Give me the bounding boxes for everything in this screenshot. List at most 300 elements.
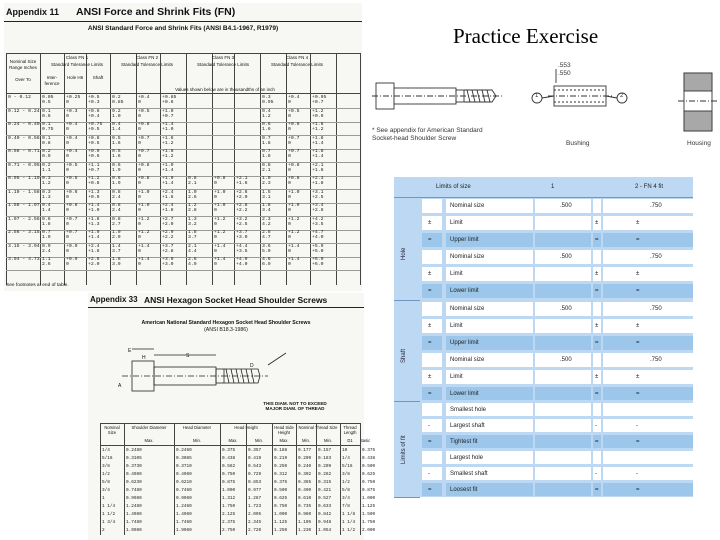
fn-table-cell: +0.7 0 <box>66 216 78 227</box>
fn-table-cell: +1.4 0 <box>214 243 226 254</box>
worksheet-cell <box>422 451 442 464</box>
answer-cell[interactable] <box>603 419 693 432</box>
appendix-11-subtitle: ANSI Standard Force and Shrink Fits (ANSI B4.1-1967, R1979) <box>87 25 279 32</box>
fn-table-cell: 0.6 1.9 <box>112 162 121 173</box>
a33-table-cell: 1 1/2 <box>102 512 116 517</box>
a33-table-cell: 3/4 <box>342 496 350 501</box>
a33-table-cell: 0.357 <box>248 448 262 453</box>
a33-table-cell: 0.419 <box>248 456 262 461</box>
worksheet-row <box>394 301 693 317</box>
fn-table-cell: +1.4 0 <box>138 257 150 267</box>
a33-table-cell: 1.125 <box>274 520 288 525</box>
a33-table-cell: 2.125 <box>222 512 236 517</box>
a33-table-cell: 2.000 <box>362 528 376 533</box>
a33-grid-vline <box>100 423 101 535</box>
fn-table-cell: +2.4 +1.8 <box>162 203 174 213</box>
fn-table-cell: 1.5 3.1 <box>262 189 271 200</box>
fn-table-cell: +0.5 0 <box>66 162 78 173</box>
thread-diameter-note: THIS DIAM. NOT TO EXCEED MAJOR DIAM. OF THREAD <box>263 401 327 411</box>
worksheet-cell <box>422 250 442 264</box>
fn-table-cell: +3.9 +3.0 <box>162 257 174 267</box>
answer-cell[interactable] <box>603 302 693 316</box>
answer-cell[interactable] <box>535 233 591 247</box>
worksheet-cell <box>593 451 601 464</box>
worksheet-cell <box>422 467 442 480</box>
worksheet-row <box>394 352 693 368</box>
fn-table-cell: 1.58 - 1.97 <box>8 203 40 208</box>
a33-table-cell: 1/4 <box>342 456 350 461</box>
worksheet-row <box>394 335 693 351</box>
callout-1: 1 <box>535 93 539 99</box>
std-tolerance-header: Standard Tolerance Limits <box>51 62 103 67</box>
a33-grid-vline <box>272 423 273 535</box>
a33-table-cell: 0.375 <box>222 448 236 453</box>
fn-table-cell: 0.40 - 0.56 <box>8 135 40 141</box>
fn-table-cell: +0.85 +0.6 <box>162 95 177 105</box>
a33-table-cell: 0.365 <box>298 480 312 485</box>
fn-table-cell: +1.6 +1.2 <box>162 149 174 159</box>
fn-table-cell: +1.0 0 <box>214 189 226 200</box>
a33-table-cell: 1 3/4 <box>102 520 116 525</box>
a33-grid-line <box>100 445 360 446</box>
a33-table-cell: 1.000 <box>274 512 288 517</box>
fn-table-cell: +0.95 +0.7 <box>312 95 327 105</box>
a33-table-cell: 1.125 <box>362 504 376 509</box>
answer-cell[interactable] <box>603 370 693 384</box>
fn-table-cell: +1.8 +1.3 <box>88 216 100 227</box>
grid-row-line <box>6 189 360 190</box>
fn-table-cell: +3.1 +2.5 <box>312 189 324 200</box>
fn-table-cell: +1.8 +1.4 <box>312 135 324 146</box>
a33-table-cell: 0.853 <box>248 480 262 485</box>
answer-cell[interactable] <box>535 419 591 432</box>
answer-cell[interactable] <box>535 467 591 480</box>
worksheet-row <box>394 249 693 265</box>
operator-col2: - <box>636 422 638 429</box>
answer-cell[interactable] <box>603 267 693 281</box>
worksheet-row <box>394 198 693 214</box>
fn-table-cell: 2.3 4.2 <box>262 216 271 227</box>
a33-table-cell: 0.4980 <box>126 472 142 477</box>
a33-table-cell: 0.177 <box>298 448 312 453</box>
fn-table-cell: 0.56 - 0.71 <box>8 149 40 154</box>
a33-grid-vline <box>246 423 247 535</box>
operator-symbol: = <box>428 237 432 243</box>
operator-col1: ± <box>595 374 599 380</box>
grid-vline <box>360 53 361 285</box>
fn-table-cell: 0.2 1.0 <box>112 108 121 119</box>
a33-sub-header: Min. <box>193 438 201 443</box>
a33-table-cell: 5/16 <box>342 464 353 469</box>
fn-table-cell: 0.6 1.6 <box>262 122 271 132</box>
fn-table-cell: +1.9 +1.4 <box>88 230 100 240</box>
a33-grid-vline <box>296 423 297 535</box>
appendix-11-header <box>4 3 362 22</box>
answer-cell[interactable] <box>603 216 693 230</box>
fn-table-cell: +4.2 +3.5 <box>312 216 324 227</box>
answer-cell[interactable] <box>603 483 693 496</box>
answer-cell[interactable] <box>603 435 693 448</box>
a33-table-cell: 0.729 <box>248 472 262 477</box>
fn-table-cell: 0.1 0.6 <box>42 108 51 119</box>
answer-cell[interactable] <box>603 403 693 416</box>
fn-table-cell: +0.7 0 <box>66 230 78 240</box>
operator-symbol: = <box>428 340 432 346</box>
fn-table-cell: +1.4 +1.0 <box>88 203 100 213</box>
a33-table-cell: 1.2480 <box>126 504 142 509</box>
a33-table-cell: 0.633 <box>318 504 332 509</box>
worksheet-row <box>394 466 693 481</box>
a33-table-cell: 2 <box>102 528 105 533</box>
answer-cell[interactable] <box>603 467 693 480</box>
a33-table-cell: 0.183 <box>318 456 332 461</box>
a33-table-cell: 1/4 <box>102 448 110 453</box>
class-header-4: Class FN 4 <box>285 55 309 60</box>
fn-table-cell: +3.4 +2.8 <box>312 203 324 213</box>
a33-table-cell: 0.315 <box>318 480 332 485</box>
answer-cell[interactable] <box>603 353 693 367</box>
housing-label: Housing <box>687 140 711 147</box>
worksheet-header-col1: 1 <box>551 184 555 190</box>
grid-row-line <box>6 216 360 217</box>
bushing-dim-upper: .553 <box>558 62 571 69</box>
fn-table-cell: +1.4 0 <box>288 257 300 267</box>
grid-vline <box>6 53 7 285</box>
appendix-33-label: Appendix 33 <box>90 295 138 304</box>
limits-of-fit-worksheet <box>394 177 693 497</box>
fn-table-cell: 0.5 1.6 <box>112 149 121 159</box>
fn-table-cell: +0.8 0 <box>288 162 300 173</box>
a33-table-cell: 1.2460 <box>176 504 192 509</box>
operator-col1: = <box>595 340 599 346</box>
fn-table-cell: 0.24 - 0.40 <box>8 122 40 127</box>
operator-col2: = <box>636 438 640 445</box>
fn-table-cell: 0.9 2.4 <box>42 243 51 254</box>
a33-table-cell: 2.750 <box>222 528 236 533</box>
fn-table-cell: +0.6 0 <box>288 122 300 132</box>
answer-cell[interactable] <box>603 387 693 400</box>
a33-table-cell: 1.054 <box>318 528 332 533</box>
a33-table-cell: 0.625 <box>274 496 288 501</box>
fn-table-cell: 0.12 - 0.24 <box>8 108 40 114</box>
section-shaft-label: Shaft <box>401 348 407 363</box>
operator-symbol: = <box>428 438 432 445</box>
a33-table-cell: 0.842 <box>318 512 332 517</box>
value-col2: .750 <box>650 203 662 209</box>
answer-cell[interactable] <box>603 336 693 350</box>
appendix-33-standard: (ANSI B18.3-1986) <box>204 327 248 333</box>
grid-row-line <box>6 203 360 204</box>
answer-cell[interactable] <box>535 284 591 298</box>
worksheet-cell <box>593 403 601 416</box>
a33-table-cell: 3/8 <box>102 464 110 469</box>
fn-table-cell: +1.4 0 <box>288 243 300 254</box>
a33-table-cell: 1 1/2 <box>342 528 356 533</box>
sub-header-shaft: Shaft <box>92 75 104 80</box>
a33-table-cell: 0.375 <box>274 480 288 485</box>
a33-table-cell: 0.977 <box>248 488 262 493</box>
row-label: Upper limit <box>450 237 479 243</box>
row-label: Nominal size <box>450 203 485 209</box>
worksheet-cell <box>593 199 601 213</box>
answer-cell[interactable] <box>603 451 693 464</box>
fn-table-cell: 4.6 6.9 <box>262 257 271 267</box>
fn-table-cell: +1.2 0 <box>214 230 226 240</box>
a33-table-cell: 0.7460 <box>176 488 192 493</box>
fn-table-cell: 0.8 2.1 <box>262 162 271 173</box>
a33-table-cell: 1.4960 <box>176 512 192 517</box>
letter-h: H <box>142 355 146 361</box>
a33-table-cell: 0.7480 <box>126 488 142 493</box>
a33-table-cell: 0.6230 <box>126 480 142 485</box>
grid-row-line <box>6 230 360 231</box>
a33-table-cell: 3/8 <box>342 472 350 477</box>
a33-col-header: Nominal Size <box>104 425 120 435</box>
a33-table-cell: 1.750 <box>222 504 236 509</box>
operator-col2: = <box>636 237 640 243</box>
operator-col1: = <box>595 288 599 294</box>
a33-table-cell: 0.562 <box>222 464 236 469</box>
answer-cell[interactable] <box>603 250 693 264</box>
a33-sub-header: Max. <box>144 438 154 443</box>
value-col2: .750 <box>650 357 662 363</box>
answer-cell[interactable] <box>603 233 693 247</box>
fn-table-cell: +0.4 0 <box>138 95 150 105</box>
a33-table-cell: 0.610 <box>298 496 312 501</box>
a33-table-cell: 0.438 <box>222 456 236 461</box>
answer-cell[interactable] <box>535 267 591 281</box>
fn-table-cell: +1.6 +1.2 <box>312 122 324 132</box>
fn-table-cell: 0.7 1.8 <box>262 149 271 159</box>
fn-table-cell: 2.56 - 3.15 <box>8 230 40 235</box>
row-label: Largest hole <box>450 454 484 461</box>
answer-cell[interactable] <box>603 199 693 213</box>
a33-table-cell: 1.7480 <box>126 520 142 525</box>
fn-table-cell: +0.25 0 <box>66 95 81 105</box>
fn-table-cell: 1.4 3.7 <box>112 243 121 254</box>
a33-table-cell: 0.438 <box>362 456 376 461</box>
worksheet-cell <box>422 233 442 247</box>
section-limits-label: Limits of fit <box>401 435 407 464</box>
a33-table-cell: 0.262 <box>318 472 332 477</box>
answer-cell[interactable] <box>535 319 591 333</box>
fn-table-cell: 0.3 0.95 <box>262 95 274 105</box>
fn-table-cell: +0.4 0 <box>66 149 78 159</box>
fn-table-cell: +0.6 0 <box>66 189 78 200</box>
operator-col2: = <box>636 390 640 397</box>
a33-table-cell: 1 <box>102 496 105 501</box>
fn-table-cell: 0.95 - 1.19 <box>8 176 40 181</box>
a33-table-cell: 0.500 <box>362 464 376 469</box>
worksheet-row <box>394 215 693 231</box>
row-label: Largest shaft <box>450 422 485 429</box>
fn-table-cell: +1.2 +0.9 <box>312 108 324 119</box>
operator-col1: ± <box>595 220 599 226</box>
a33-table-cell: 5/8 <box>102 480 110 485</box>
a33-table-cell: 0.875 <box>222 480 236 485</box>
fn-table-cell: 0.2 0.85 <box>112 95 124 105</box>
answer-cell[interactable] <box>535 370 591 384</box>
worksheet-cell <box>422 336 442 350</box>
fn-table-cell: 0.4 1.2 <box>262 108 271 119</box>
fn-table-cell: +2.6 +2.0 <box>236 189 248 200</box>
worksheet-row <box>394 266 693 282</box>
worksheet-cell <box>422 370 442 384</box>
fn-table-cell: +0.8 +0.5 <box>88 135 100 146</box>
worksheet-cell <box>422 267 442 281</box>
answer-cell[interactable] <box>603 319 693 333</box>
row-label: Tightest fit <box>450 438 478 445</box>
a33-table-cell: 0.188 <box>274 448 288 453</box>
answer-cell[interactable] <box>535 336 591 350</box>
fn-table-cell: 0.8 2.4 <box>112 189 121 200</box>
fn-table-cell: +0.4 0 <box>66 135 78 146</box>
fn-table-cell: 0.3 1.3 <box>42 189 51 200</box>
operator-col1: = <box>595 237 599 243</box>
worksheet-row <box>394 386 693 401</box>
a33-table-cell: 0.4960 <box>176 472 192 477</box>
letter-e: E <box>128 348 132 354</box>
fn-table-cell: +3.7 +3.0 <box>236 230 248 240</box>
fn-table-cell: +2.4 +1.8 <box>162 189 174 200</box>
a33-grid-vline <box>220 423 221 535</box>
class-header-2: Class FN 2 <box>135 55 159 60</box>
a33-table-cell: 5/16 <box>102 456 113 461</box>
fn-table-cell: +2.7 +2.0 <box>162 216 174 227</box>
letter-s: S <box>186 353 190 359</box>
fn-table-cell: +0.3 0 <box>66 108 78 119</box>
a33-table-cell: 1.9980 <box>126 528 142 533</box>
a33-grid-vline <box>360 423 361 535</box>
fn-table-cell: 1.0 2.9 <box>112 230 121 240</box>
a33-table-cell: 0.157 <box>318 448 332 453</box>
fn-table-cell: +1.8 +1.4 <box>312 149 324 159</box>
a33-table-cell: 0.750 <box>222 472 236 477</box>
fn-table-cell: 0.1 0.8 <box>42 135 51 146</box>
a33-table-cell: 0.9960 <box>176 496 192 501</box>
fn-table-cell: 1.3 3.2 <box>188 216 197 227</box>
assembly-drawings <box>372 55 718 175</box>
operator-col1: - <box>595 422 597 429</box>
fn-table-cell: 1.0 2.3 <box>262 176 271 186</box>
fn-fits-table <box>6 35 360 285</box>
fn-table-cell: +1.1 +0.7 <box>88 162 100 173</box>
a33-table-cell: 2.720 <box>248 528 262 533</box>
fn-table-cell: 1.8 3.7 <box>188 230 197 240</box>
worksheet-cell <box>422 302 442 316</box>
fn-table-cell: +4.9 +4.0 <box>236 257 248 267</box>
operator-col2: ± <box>636 271 640 277</box>
worksheet-cell <box>593 302 601 316</box>
fn-table-cell: +1.4 0 <box>138 243 150 254</box>
fn-table-cell: +2.4 +1.8 <box>88 243 100 254</box>
worksheet-cell <box>422 483 442 496</box>
value-col1: .500 <box>560 357 572 363</box>
fn-table-cell: +1.9 +1.4 <box>162 162 174 173</box>
slide-title: Practice Exercise <box>453 24 599 48</box>
a33-sub-header: Max. <box>228 438 238 443</box>
a33-col-header: Nominal Thread Size <box>298 425 338 430</box>
a33-sub-header: D1 <box>347 438 353 443</box>
answer-cell[interactable] <box>535 387 591 400</box>
a33-table-cell: 1.105 <box>298 520 312 525</box>
operator-symbol: = <box>428 486 432 493</box>
a33-table-cell: 0.750 <box>362 480 376 485</box>
worksheet-cell <box>422 353 442 367</box>
values-note: Values shown below are in thousandths of an inch <box>175 87 275 92</box>
operator-col2: = <box>636 288 640 294</box>
a33-table-cell: 0.625 <box>362 472 376 477</box>
row-label: Limit <box>450 271 463 277</box>
fn-table-cell: +3.7 +2.8 <box>162 243 174 254</box>
fn-table-cell: +1.2 0 <box>214 216 226 227</box>
fn-table-cell: +1.4 +1.0 <box>162 122 174 132</box>
answer-cell[interactable] <box>535 216 591 230</box>
fn-table-cell: 0.2 1.1 <box>42 162 51 173</box>
fn-table-cell: +0.5 0 <box>138 108 150 119</box>
fn-table-cell: +6.9 +6.0 <box>312 257 324 267</box>
answer-cell[interactable] <box>535 435 591 448</box>
a33-table-cell: 3/4 <box>102 488 110 493</box>
fn-table-cell: 0.7 1.9 <box>42 230 51 240</box>
value-col1: .500 <box>560 306 572 312</box>
worksheet-cell <box>422 199 442 213</box>
sub-header-interference: Inter-ference <box>44 75 60 86</box>
fn-table-cell: 1.19 - 1.58 <box>8 189 40 195</box>
worksheet-header-row <box>394 177 693 198</box>
bushing-dim-lower: .550 <box>558 70 571 77</box>
a33-table-cell: 0.500 <box>274 488 288 493</box>
fn-table-cell: 2.8 4.7 <box>262 230 271 240</box>
a33-table-cell: 1.750 <box>362 520 376 525</box>
operator-symbol: ± <box>428 323 432 329</box>
screw-bushing-housing-svg <box>372 55 718 175</box>
worksheet-row <box>394 283 693 299</box>
grid-row-line <box>6 257 360 258</box>
row-label: Limit <box>450 220 463 226</box>
row-label: Nominal size <box>450 254 485 260</box>
answer-cell[interactable] <box>603 284 693 298</box>
fn-table-cell: 1.2 2.8 <box>188 203 197 213</box>
a33-table-cell: 0.6210 <box>176 480 192 485</box>
fn-table-cell: +2.1 +1.6 <box>236 176 248 186</box>
a33-sub-header: Min. <box>302 438 310 443</box>
fn-table-cell: 3.15 - 3.94 <box>8 243 40 249</box>
worksheet-cell <box>422 419 442 432</box>
a33-table-cell: 0.240 <box>298 464 312 469</box>
fn-table-cell: +1.0 0 <box>138 189 150 200</box>
fn-table-cell: +0.7 0 <box>288 135 300 146</box>
a33-table-cell: 0.980 <box>298 512 312 517</box>
answer-cell[interactable] <box>535 403 591 416</box>
fn-table-cell: 0.7 1.8 <box>262 135 271 146</box>
fn-table-cell: +0.9 +0.6 <box>88 149 100 159</box>
a33-table-cell: 0.527 <box>318 496 332 501</box>
fn-table-cell: +2.9 +2.2 <box>162 230 174 240</box>
fn-table-cell: +1.6 +1.2 <box>162 135 174 146</box>
operator-symbol: - <box>428 470 430 477</box>
operator-symbol: ± <box>428 271 432 277</box>
a33-table-cell: 1.500 <box>362 512 376 517</box>
worksheet-cell <box>593 353 601 367</box>
answer-cell[interactable] <box>535 483 591 496</box>
fn-table-cell: 1.6 3.9 <box>112 257 121 267</box>
answer-cell[interactable] <box>535 451 591 464</box>
appendix-11-fn-table-scan <box>4 3 362 291</box>
a33-table-cell: 0.9980 <box>126 496 142 501</box>
grid-row-line <box>6 270 360 271</box>
worksheet-cell <box>422 319 442 333</box>
